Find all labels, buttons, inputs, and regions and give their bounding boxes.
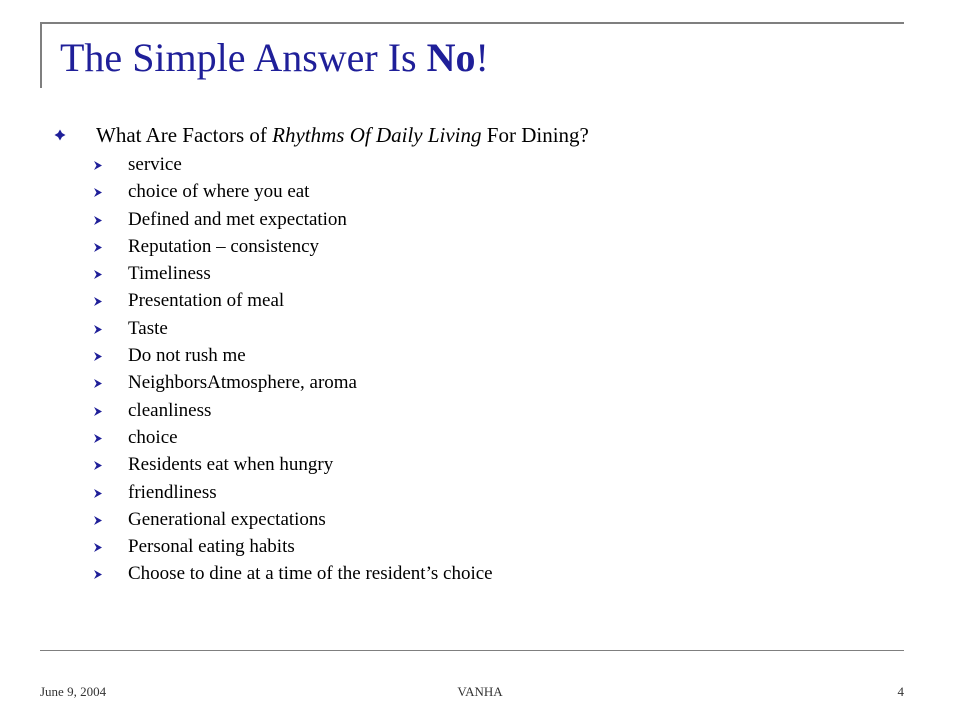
list-item-label: Timeliness	[128, 263, 211, 285]
list-item-label: Choose to dine at a time of the resident’s choice	[128, 563, 493, 585]
list-item-label: service	[128, 154, 182, 175]
arrow-bullet-icon	[94, 161, 102, 170]
list-item-label: Do not rush me	[128, 345, 246, 367]
list-item-label: Presentation of meal	[128, 290, 285, 312]
arrow-bullet-icon	[94, 407, 102, 416]
list-item-label: choice of where you eat	[128, 181, 310, 203]
arrow-bullet-icon	[94, 243, 102, 252]
arrow-bullet-icon	[94, 297, 102, 306]
arrow-bullet-icon	[94, 516, 102, 525]
frame-top-line	[40, 22, 904, 24]
arrow-bullet-icon	[94, 270, 102, 279]
arrow-bullet-icon	[94, 379, 102, 388]
list-item-label: Residents eat when hungry	[128, 454, 334, 476]
arrow-bullet-icon	[94, 570, 102, 579]
list-item-label: Reputation – consistency	[128, 235, 320, 257]
arrow-bullet-icon	[94, 434, 102, 443]
list-item-label: friendliness	[128, 481, 217, 503]
title-prefix: The Simple Answer Is	[60, 35, 427, 80]
list-item-label: cleanliness	[128, 399, 212, 421]
title-suffix: !	[475, 35, 489, 80]
arrow-bullet-icon	[94, 352, 102, 361]
arrow-bullet-icon	[94, 461, 102, 470]
frame-left-line	[40, 22, 42, 88]
arrow-bullet-icon	[94, 188, 102, 197]
list-item-label: Generational expectations	[128, 508, 326, 530]
list-item-label: Taste	[128, 317, 168, 339]
list-item-label: NeighborsAtmosphere, aroma	[128, 372, 357, 394]
arrow-bullet-icon	[94, 543, 102, 552]
arrow-bullet-icon	[94, 325, 102, 334]
main-bullet-text	[96, 121, 589, 149]
slide-title	[60, 36, 489, 80]
main-bullet-text-before: What Are Factors of	[96, 123, 273, 147]
list-item-label: choice	[128, 426, 178, 448]
list-item-label: Personal eating habits	[128, 536, 295, 558]
list-item-label: Defined and met expectation	[128, 208, 347, 230]
main-bullet-text-italic: Rhythms Of Daily Living	[272, 123, 482, 147]
arrow-bullet-icon	[94, 489, 102, 498]
title-emphasis: No	[426, 35, 476, 80]
footer-org: VANHA	[457, 684, 503, 699]
footer-date: June 9, 2004	[40, 684, 107, 699]
footer-page-number: 4	[897, 684, 904, 699]
diamond-bullet-icon	[54, 129, 66, 141]
footer-divider	[40, 650, 904, 651]
arrow-bullet-icon	[94, 216, 102, 225]
main-bullet-text-after: For Dining?	[481, 123, 589, 147]
